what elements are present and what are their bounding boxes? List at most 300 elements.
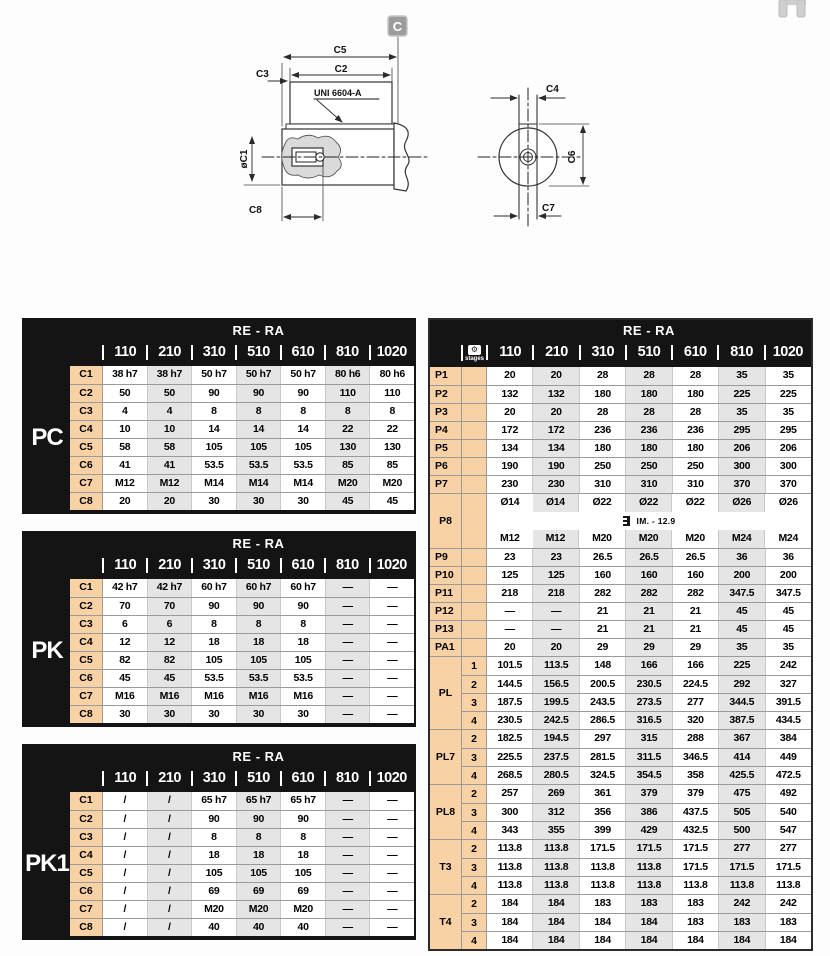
value-cell: 35 <box>718 639 764 656</box>
value-cell: 45 <box>765 621 811 638</box>
shaft-side-view <box>239 16 430 221</box>
table-row <box>487 530 811 548</box>
column-header: 1020 <box>765 340 811 367</box>
value-cell: 8 <box>280 403 325 420</box>
value-cell: 90 <box>280 811 325 828</box>
value-cell: — <box>325 670 370 687</box>
value-cell: 30 <box>119 708 131 720</box>
value-cell: 437.5 <box>672 804 718 821</box>
table-row <box>462 821 811 839</box>
value-cell: 449 <box>765 749 811 766</box>
table-row <box>462 766 811 784</box>
column-header: 510 <box>236 340 280 366</box>
column-header: 1020 <box>370 766 414 792</box>
value-cell: / <box>123 903 127 915</box>
value-cell: 184 <box>501 916 519 928</box>
value-cell: 184 <box>718 932 764 949</box>
value-cell: 184 <box>625 914 671 931</box>
value-cell: 20 <box>504 369 516 381</box>
table-row <box>430 385 811 403</box>
group-body <box>462 730 811 784</box>
keyway-note: UNI 6604-A <box>314 88 362 98</box>
value-cell: 8 <box>280 616 325 633</box>
group-body <box>487 494 811 548</box>
value-cell: 35 <box>718 404 764 421</box>
column-header: 810 <box>718 340 764 367</box>
value-cell: 277 <box>765 840 811 858</box>
value-cell: 269 <box>532 785 578 803</box>
value-cell: 230.5 <box>497 714 523 726</box>
table-row <box>462 895 811 913</box>
value-cell: 90 <box>191 598 236 615</box>
table-row <box>487 494 811 512</box>
value-cell: 20 <box>147 493 192 510</box>
value-cell: 387.5 <box>718 712 764 729</box>
value-cell: 60 h7 <box>191 579 236 597</box>
stage-cell: 3 <box>462 804 487 821</box>
note-row <box>487 512 811 530</box>
stage-cell: 2 <box>462 840 487 858</box>
value-cell: 310 <box>672 476 718 493</box>
value-cell: 35 <box>765 404 811 421</box>
dim-table-pk <box>22 531 416 727</box>
row-label: C4 <box>70 421 103 438</box>
row-label: C2 <box>70 811 103 828</box>
value-cell: 472.5 <box>765 767 811 784</box>
value-cell: M20 <box>671 530 718 548</box>
value-cell: 184 <box>579 914 625 931</box>
value-cell: 58 <box>147 439 192 456</box>
stage-cell <box>462 585 487 602</box>
value-cell: 60 h7 <box>280 579 325 597</box>
value-cell: 171.5 <box>672 840 718 858</box>
value-cell: 327 <box>765 676 811 693</box>
value-cell: 414 <box>718 749 764 766</box>
value-cell: 324.5 <box>579 767 625 784</box>
value-cell: 50 <box>147 385 192 402</box>
table-row <box>70 846 414 864</box>
stage-cell <box>462 621 487 638</box>
value-cell: 184 <box>532 914 578 931</box>
column-header: 310 <box>192 553 236 579</box>
value-cell: 218 <box>532 585 578 602</box>
value-cell: 18 <box>191 847 236 864</box>
value-cell: — <box>325 829 370 846</box>
table-row-group <box>430 493 811 548</box>
value-cell: 242.5 <box>532 712 578 729</box>
value-cell: 190 <box>501 460 519 472</box>
value-cell: 171.5 <box>765 859 811 876</box>
value-cell: M12 <box>500 532 520 544</box>
value-cell: 30 <box>191 493 236 510</box>
row-label: C5 <box>70 439 103 456</box>
value-cell: 280.5 <box>532 767 578 784</box>
value-cell: 160 <box>672 567 718 584</box>
table-row <box>430 584 811 602</box>
stage-cell: 3 <box>462 694 487 711</box>
value-cell: Ø26 <box>718 494 765 512</box>
value-cell: 50 h7 <box>280 366 325 384</box>
table-body <box>70 579 414 723</box>
value-cell: 30 <box>280 706 325 723</box>
value-cell: 53.5 <box>280 457 325 474</box>
value-cell: 28 <box>625 367 671 385</box>
value-cell: 206 <box>765 440 811 457</box>
value-cell: 361 <box>579 785 625 803</box>
value-cell: — <box>369 865 414 882</box>
table-row <box>70 669 414 687</box>
value-cell: — <box>532 621 578 638</box>
value-cell: 30 <box>236 493 281 510</box>
value-cell: 40 <box>236 919 281 936</box>
table-row <box>430 638 811 656</box>
value-cell: / <box>123 885 127 897</box>
value-cell: 187.5 <box>497 696 523 708</box>
table-key-label: PK1 <box>24 792 70 936</box>
column-header-row <box>103 766 414 792</box>
value-cell: 113.8 <box>497 842 522 854</box>
value-cell: 30 <box>191 706 236 723</box>
value-cell: 183 <box>625 895 671 913</box>
column-header: 1020 <box>370 340 414 366</box>
table-body <box>70 792 414 936</box>
row-label: P1 <box>430 367 462 385</box>
value-cell: 113.8 <box>625 877 671 894</box>
value-cell: M20 <box>280 901 325 918</box>
value-cell: 171.5 <box>672 859 718 876</box>
value-cell: 20 <box>532 404 578 421</box>
value-cell: — <box>532 603 578 620</box>
value-cell: — <box>325 616 370 633</box>
stage-cell: 4 <box>462 932 487 949</box>
value-cell: 35 <box>765 639 811 656</box>
value-cell: M20 <box>369 475 414 492</box>
value-cell: 257 <box>501 787 519 799</box>
value-cell: 180 <box>625 440 671 457</box>
group-body <box>462 657 811 729</box>
value-cell: 356 <box>579 804 625 821</box>
value-cell: 230 <box>501 478 519 490</box>
value-cell: / <box>123 921 127 933</box>
value-cell: M24 <box>718 530 765 548</box>
value-cell: 300 <box>765 458 811 475</box>
column-header: 210 <box>147 553 191 579</box>
column-header-row <box>103 340 414 366</box>
value-cell: 36 <box>765 549 811 566</box>
value-cell: 206 <box>718 440 764 457</box>
value-cell: 70 <box>147 598 192 615</box>
value-cell: 311.5 <box>625 749 671 766</box>
value-cell: / <box>123 867 127 879</box>
column-header-row <box>103 553 414 579</box>
value-cell: 50 h7 <box>236 366 281 384</box>
value-cell: 113.8 <box>532 859 578 876</box>
stage-cell <box>462 404 487 421</box>
row-label: P7 <box>430 476 462 493</box>
value-cell: 18 <box>191 634 236 651</box>
value-cell: 41 <box>119 459 131 471</box>
value-cell: 182.5 <box>497 732 523 744</box>
row-label: P11 <box>430 585 462 602</box>
value-cell: — <box>369 919 414 936</box>
table-row <box>70 474 414 492</box>
value-cell: 69 <box>191 883 236 900</box>
value-cell: 184 <box>532 932 578 949</box>
dim-label-c3: C3 <box>256 69 269 80</box>
value-cell: 26.5 <box>625 549 671 566</box>
value-cell: 200.5 <box>579 676 625 693</box>
value-cell: 475 <box>718 785 764 803</box>
table-row <box>70 918 414 936</box>
value-cell: 21 <box>672 603 718 620</box>
value-cell: 113.8 <box>579 859 625 876</box>
value-cell: 110 <box>325 385 370 402</box>
value-cell: / <box>123 849 127 861</box>
value-cell: 316.5 <box>625 712 671 729</box>
value-cell: 540 <box>765 804 811 821</box>
value-cell: — <box>369 883 414 900</box>
value-cell: 42 h7 <box>147 579 192 597</box>
value-cell: — <box>325 634 370 651</box>
value-cell: — <box>325 811 370 828</box>
stage-cell <box>462 476 487 493</box>
stage-cell: 2 <box>462 785 487 803</box>
value-cell: 53.5 <box>236 670 281 687</box>
value-cell: 8 <box>191 829 236 846</box>
table-row <box>430 602 811 620</box>
value-cell: 134 <box>501 442 519 454</box>
row-label: C3 <box>70 403 103 420</box>
value-cell: 184 <box>532 895 578 913</box>
value-cell: 180 <box>625 386 671 403</box>
stages-label: stages <box>464 356 484 362</box>
value-cell: / <box>147 847 192 864</box>
value-cell: 45 <box>325 493 370 510</box>
stage-cell <box>462 440 487 457</box>
stage-cell <box>462 367 487 385</box>
value-cell: 80 h6 <box>369 366 414 384</box>
value-cell: 8 <box>280 829 325 846</box>
value-cell: 347.5 <box>718 585 764 602</box>
row-label: C8 <box>70 919 103 936</box>
value-cell: 236 <box>625 422 671 439</box>
value-cell: 28 <box>672 404 718 421</box>
value-cell: 172 <box>532 422 578 439</box>
value-cell: Ø22 <box>671 494 718 512</box>
stage-cell: 4 <box>462 712 487 729</box>
value-cell: 242 <box>765 657 811 675</box>
value-cell: 50 <box>119 387 131 399</box>
value-cell: 242 <box>718 895 764 913</box>
value-cell: 20 <box>504 406 516 418</box>
value-cell: — <box>325 792 370 810</box>
row-label: P2 <box>430 386 462 403</box>
table-row <box>70 456 414 474</box>
value-cell: M14 <box>236 475 281 492</box>
value-cell: Ø22 <box>578 494 625 512</box>
value-cell: 277 <box>672 694 718 711</box>
value-cell: 180 <box>672 386 718 403</box>
column-header: 110 <box>487 340 533 367</box>
stage-cell <box>462 422 487 439</box>
table-row <box>462 748 811 766</box>
value-cell: 184 <box>579 932 625 949</box>
value-cell: 45 <box>369 493 414 510</box>
value-cell: 70 <box>119 600 131 612</box>
row-label: C6 <box>70 883 103 900</box>
column-header: 110 <box>103 553 147 579</box>
value-cell: — <box>369 670 414 687</box>
value-cell: 20 <box>532 639 578 656</box>
value-cell: 190 <box>532 458 578 475</box>
column-header: 310 <box>580 340 626 367</box>
table-row <box>462 675 811 693</box>
value-cell: 295 <box>765 422 811 439</box>
table-title: RE - RA <box>232 749 285 764</box>
value-cell: 286.5 <box>579 712 625 729</box>
value-cell: — <box>325 706 370 723</box>
value-cell: 41 <box>147 457 192 474</box>
value-cell: 225.5 <box>497 751 523 763</box>
value-cell: 113.8 <box>718 877 764 894</box>
value-cell: 14 <box>191 421 236 438</box>
value-cell: 18 <box>236 847 281 864</box>
dim-label-c6: C6 <box>567 150 578 164</box>
value-cell: 547 <box>765 822 811 839</box>
value-cell: 105 <box>280 652 325 669</box>
value-cell: 370 <box>765 476 811 493</box>
table-row-group <box>430 656 811 729</box>
table-row <box>430 475 811 493</box>
value-cell: 184 <box>501 934 519 946</box>
value-cell: 492 <box>765 785 811 803</box>
value-cell: 20 <box>119 495 131 507</box>
value-cell: 125 <box>501 569 519 581</box>
value-cell: 28 <box>625 404 671 421</box>
table-row <box>462 840 811 858</box>
table-row <box>70 492 414 510</box>
value-cell: 386 <box>625 804 671 821</box>
stage-cell: 3 <box>462 749 487 766</box>
value-cell: 20 <box>532 367 578 385</box>
value-cell: 21 <box>672 621 718 638</box>
value-cell: — <box>325 652 370 669</box>
value-cell: 347.5 <box>765 585 811 602</box>
p-dimension-table <box>428 318 813 951</box>
row-label: C7 <box>70 901 103 918</box>
dim-label-c8: C8 <box>249 205 262 216</box>
value-cell: 42 h7 <box>112 581 138 593</box>
stage-cell <box>462 386 487 403</box>
value-cell: 23 <box>504 551 516 563</box>
value-cell: 250 <box>579 458 625 475</box>
value-cell: 113.8 <box>532 840 578 858</box>
row-label: C1 <box>70 579 103 597</box>
value-cell: — <box>369 598 414 615</box>
value-cell: M16 <box>280 688 325 705</box>
value-cell: 8 <box>325 403 370 420</box>
value-cell: 225 <box>765 386 811 403</box>
value-cell: 26.5 <box>579 549 625 566</box>
table-row <box>430 620 811 638</box>
value-cell: 505 <box>718 804 764 821</box>
row-label: P6 <box>430 458 462 475</box>
stages-header <box>462 340 487 367</box>
value-cell: 180 <box>672 440 718 457</box>
header-spacer <box>430 340 462 367</box>
row-label: P10 <box>430 567 462 584</box>
value-cell: 45 <box>718 603 764 620</box>
column-header: 110 <box>103 340 147 366</box>
value-cell: 282 <box>672 585 718 602</box>
table-row <box>70 687 414 705</box>
value-cell: 28 <box>579 404 625 421</box>
row-label: C2 <box>70 385 103 402</box>
value-cell: 110 <box>369 385 414 402</box>
screw-icon <box>623 516 630 526</box>
value-cell: 354.5 <box>625 767 671 784</box>
row-label: C6 <box>70 457 103 474</box>
value-cell: Ø14 <box>533 494 579 512</box>
group-body <box>462 840 811 894</box>
value-cell: 237.5 <box>532 749 578 766</box>
value-cell: 230 <box>532 476 578 493</box>
value-cell: — <box>325 688 370 705</box>
value-cell: 65 h7 <box>236 792 281 810</box>
table-key-label: PC <box>24 366 70 510</box>
value-cell: 8 <box>236 829 281 846</box>
value-cell: 50 h7 <box>191 366 236 384</box>
value-cell: 18 <box>236 634 281 651</box>
column-header: 810 <box>325 340 369 366</box>
value-cell: 45 <box>119 672 131 684</box>
value-cell: — <box>369 829 414 846</box>
value-cell: 105 <box>191 865 236 882</box>
value-cell: M12 <box>115 477 135 489</box>
value-cell: 183 <box>672 914 718 931</box>
value-cell: 300 <box>718 458 764 475</box>
stage-cell: 3 <box>462 914 487 931</box>
value-cell: 160 <box>625 567 671 584</box>
value-cell: Ø22 <box>625 494 672 512</box>
value-cell: 22 <box>369 421 414 438</box>
value-cell: 183 <box>765 914 811 931</box>
column-header: 210 <box>147 766 191 792</box>
view-badge-letter: C <box>392 19 403 34</box>
value-cell: 113.8 <box>765 877 811 894</box>
table-row <box>70 402 414 420</box>
row-label: C5 <box>70 865 103 882</box>
value-cell: 370 <box>718 476 764 493</box>
value-cell: 105 <box>236 439 281 456</box>
value-cell: 21 <box>579 621 625 638</box>
table-title: RE - RA <box>430 320 811 340</box>
value-cell: — <box>369 652 414 669</box>
value-cell: 355 <box>532 822 578 839</box>
value-cell: 300 <box>501 806 519 818</box>
value-cell: 113.8 <box>625 859 671 876</box>
value-cell: 343 <box>501 824 519 836</box>
stage-cell <box>462 639 487 656</box>
value-cell: — <box>325 847 370 864</box>
value-cell: 60 h7 <box>236 579 281 597</box>
value-cell: 230.5 <box>625 676 671 693</box>
value-cell: Ø26 <box>764 494 811 512</box>
table-row <box>462 711 811 729</box>
value-cell: — <box>369 811 414 828</box>
value-cell: M16 <box>191 688 236 705</box>
value-cell: 144.5 <box>497 678 523 690</box>
